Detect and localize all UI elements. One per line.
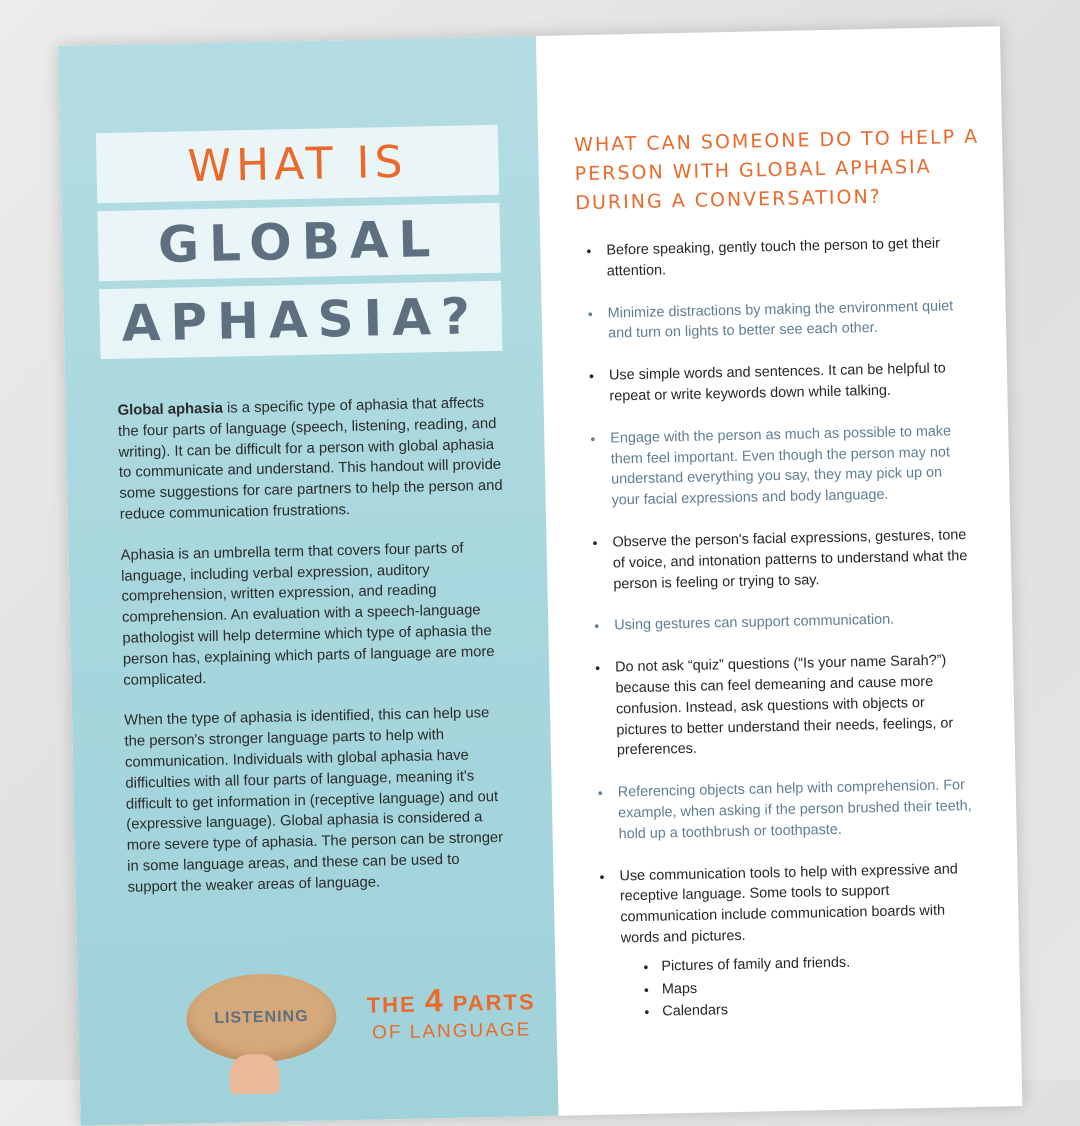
four-parts-graphic bbox=[77, 936, 559, 1126]
tip-text: Use communication tools to help with expressive and receptive language. Some tools to support communication include communication boards with words and pictures. bbox=[619, 860, 958, 947]
tip-item bbox=[584, 233, 969, 283]
right-panel bbox=[536, 26, 1023, 1115]
tip-text: Do not ask “quiz” questions (“Is your name Sarah?”) because this can feel demeaning and cause more confusion. Instead, ask questions with objects or pictures to better understand their needs, feelings, or preferences. bbox=[614, 652, 954, 759]
tools-sublist bbox=[621, 950, 984, 1024]
tip-text: Before speaking, gently touch the person to get their attention. bbox=[606, 235, 941, 280]
bullet-dot: • bbox=[590, 430, 596, 447]
bullet-dot: • bbox=[587, 305, 593, 322]
tip-text: Referencing objects can help with comprehension. For example, when asking if the person brushed their teeth, hold up a toothbrush or toothpaste. bbox=[617, 777, 972, 843]
parts-line-2: OF LANGUAGE bbox=[371, 1019, 532, 1044]
title-line-global: GLOBAL bbox=[157, 210, 441, 274]
tip-item bbox=[590, 525, 975, 595]
parts-word: PARTS bbox=[444, 989, 536, 1017]
speech-bubble-sign bbox=[185, 972, 337, 1063]
bullet-dot: • bbox=[643, 981, 649, 998]
four-parts-title bbox=[356, 980, 547, 1045]
handout-sheet bbox=[58, 26, 1022, 1125]
tips-heading: WHAT CAN SOMEONE DO TO HELP A PERSON WITH GLOBAL APHASIA DURING A CONVERSATION? bbox=[573, 125, 980, 215]
sub-item-text: Maps bbox=[661, 980, 698, 998]
title-line-aphasia: APHASIA? bbox=[121, 287, 481, 353]
bullet-dot: • bbox=[594, 618, 600, 635]
parts-line-1 bbox=[356, 980, 547, 1021]
tip-item bbox=[586, 296, 971, 346]
sub-item-text: Pictures of family and friends. bbox=[661, 954, 851, 975]
tip-item bbox=[592, 608, 976, 637]
bullet-dot: • bbox=[644, 1004, 650, 1021]
bullet-dot: • bbox=[643, 958, 649, 975]
intro-paragraph-3: When the type of aphasia is identified, this can help use the person's stronger language parts to help with communication. Individuals with global aphasia have difficulties with all four parts of language, meaning it's difficult to get information in (receptive language) and out (expressive language). Global aphasia is considered a more severe type of aphasia. The person can be stronger in some language areas, and these can be used to support the weaker areas of language. bbox=[123, 705, 504, 896]
parts-the: THE bbox=[366, 991, 426, 1018]
tip-item bbox=[593, 650, 979, 762]
left-panel bbox=[58, 36, 559, 1126]
bullet-dot: • bbox=[586, 242, 592, 259]
bubble-label: LISTENING bbox=[214, 1007, 309, 1027]
parts-number: 4 bbox=[424, 982, 445, 1019]
intro-text bbox=[117, 393, 512, 918]
tip-item bbox=[596, 775, 981, 845]
title-box-3 bbox=[99, 281, 502, 359]
tip-text: Use simple words and sentences. It can be helpful to repeat or write keywords down while talking. bbox=[608, 360, 946, 405]
tip-text: Observe the person's facial expressions, gestures, tone of voice, and intonation patterns to understand what the person is feeling or trying to say. bbox=[612, 527, 968, 593]
bullet-dot: • bbox=[588, 368, 595, 385]
intro-paragraph-1 bbox=[117, 393, 504, 526]
tip-item bbox=[597, 858, 984, 1024]
tip-item bbox=[588, 421, 974, 512]
intro-term: Global aphasia bbox=[117, 400, 224, 419]
bullet-dot: • bbox=[599, 868, 605, 885]
hand-image bbox=[229, 1054, 280, 1095]
bullet-dot: • bbox=[597, 784, 603, 801]
title-box-1 bbox=[96, 125, 499, 203]
tip-text: Using gestures can support communication. bbox=[614, 611, 895, 634]
intro-paragraph-2: Aphasia is an umbrella term that covers four parts of language, including verbal expression, auditory comprehension, written expression, and reading comprehension. An evaluation with a speech-language pathologist will help determine which type of aphasia the person has, explaining which parts of language are more complicated. bbox=[120, 540, 495, 689]
title-box-2 bbox=[97, 203, 500, 281]
tip-text: Minimize distractions by making the environment quiet and turn on lights to better see each other. bbox=[607, 297, 954, 342]
tip-item bbox=[587, 358, 972, 408]
title-line-what-is: WHAT IS bbox=[186, 136, 409, 192]
tips-list bbox=[584, 233, 985, 1045]
bullet-dot: • bbox=[594, 659, 601, 677]
sub-item-text: Calendars bbox=[662, 1002, 729, 1020]
intro-paragraph-1-text: is a specific type of aphasia that affects the four parts of language (speech, listening, reading, and writing). It can be difficult for a person with global aphasia to communicate and understand. This handout will provide some suggestions for care partners to help the person and reduce communication frustrations. bbox=[117, 395, 503, 523]
tip-text: Engage with the person as much as possible to make them feel important. Even though the person may not understand everything you say, they may pick up on your facial expressions and body language. bbox=[610, 423, 952, 509]
bullet-dot: • bbox=[592, 534, 598, 551]
